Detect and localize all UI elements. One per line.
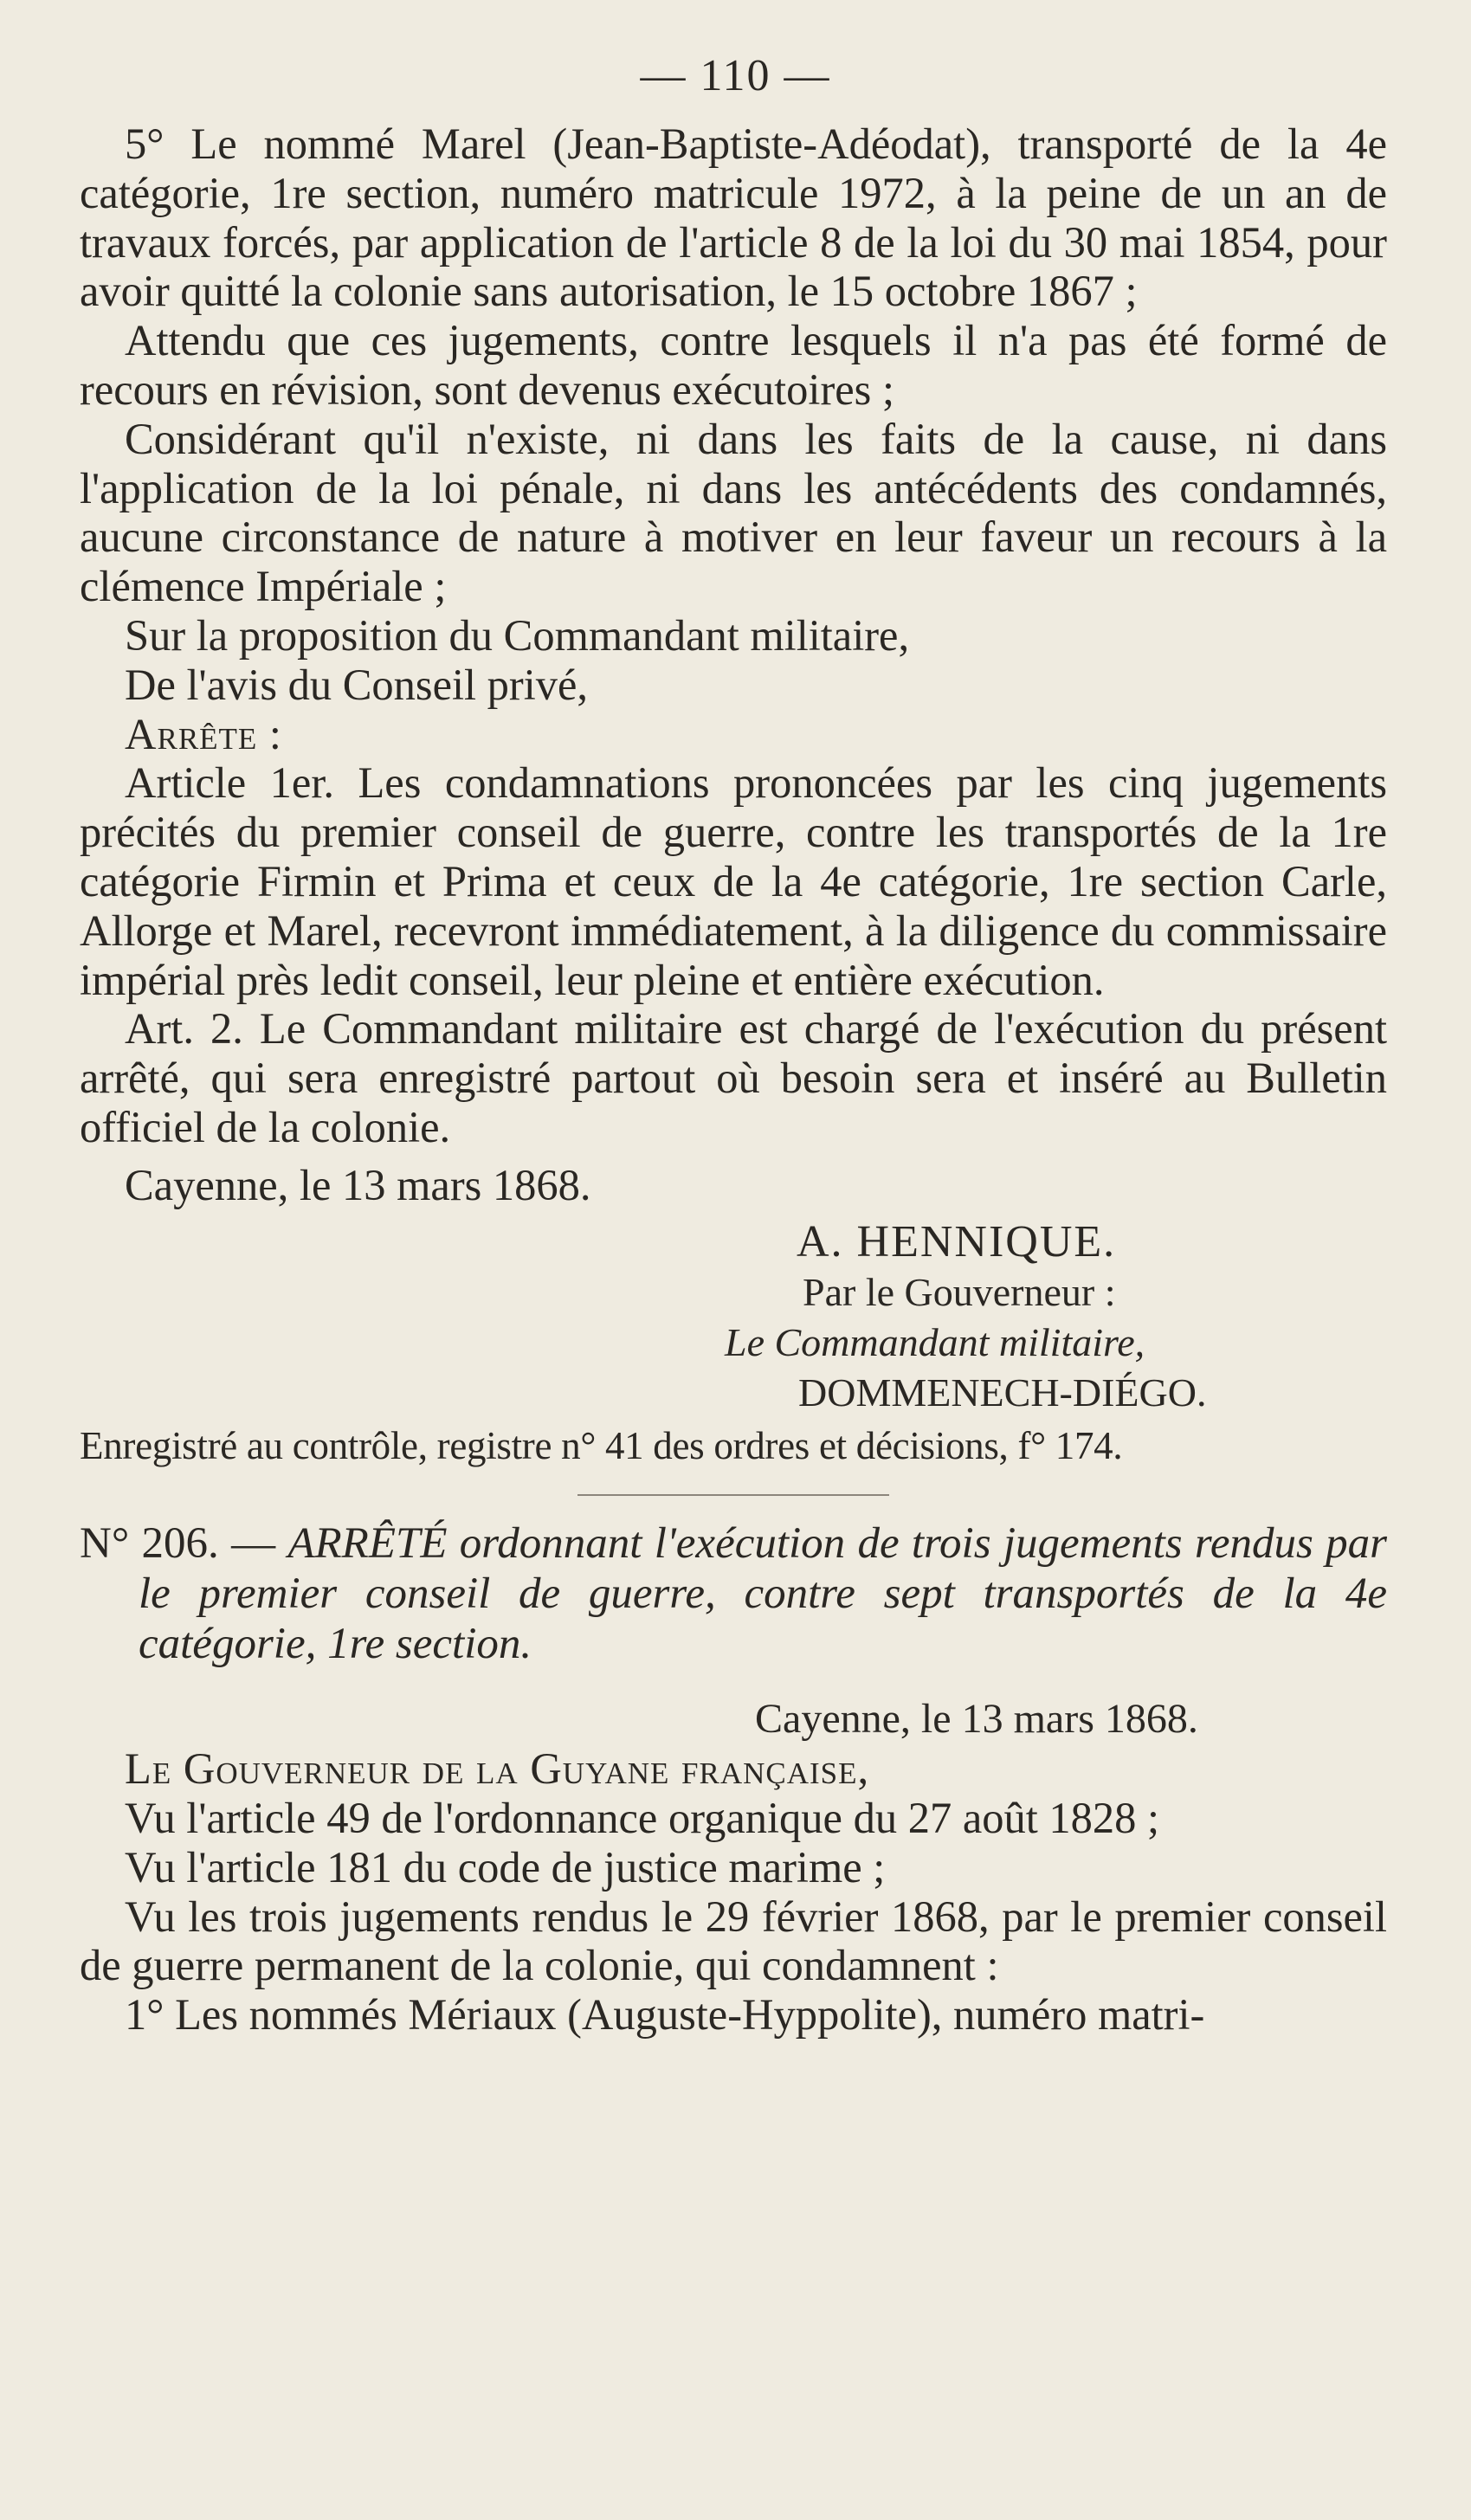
paragraph-considerant: Considérant qu'il n'existe, ni dans les faits de la cause, ni dans l'application de la loi pénale, ni dans les antécédents des condamnés, aucune circonstance de nature à motiver en leur faveur un recours à la clémence Impériale ; — [80, 414, 1387, 611]
paragraph-avis: De l'avis du Conseil privé, — [125, 660, 589, 709]
paragraph-attendu: Attendu que ces jugements, contre lesquels il n'a pas été formé de recours en révision, sont devenus exécutoires ; — [80, 316, 1387, 414]
decree-title: ARRÊTÉ ordonnant l'exécution de trois jugements rendus par le premier conseil de guerre, contre sept transportés de la 4e catégorie, 1re section. — [139, 1519, 1387, 1669]
paragraph-article-2: Art. 2. Le Commandant militaire est chargé de l'exécution du présent arrêté, qui sera enregistré partout où besoin sera et inséré au Bulletin officiel de la colonie. — [80, 1004, 1387, 1151]
paragraph-article-1: Article 1er. Les condamnations prononcées par les cinq jugements précités du premier conseil de guerre, contre les transportés de la 1re catégorie Firmin et Prima et ceux de la 4e catégorie, 1re section Carle, Allorge et Marel, recevront immédiatement, à la diligence du commissaire impérial près ledit conseil, leur pleine et entière exécution. — [80, 758, 1387, 1004]
paragraph-vu-181: Vu l'article 181 du code de justice marime ; — [125, 1842, 886, 1892]
paragraph-proposition: Sur la proposition du Commandant militaire, — [125, 610, 910, 660]
paragraph-item-1: 1° Les nommés Mériaux (Auguste-Hyppolite), numéro matri- — [125, 1990, 1205, 2040]
signature-block — [80, 1217, 1387, 1418]
decree-number: N° 206. — — [80, 1519, 276, 1569]
registration-line: Enregistré au contrôle, registre n° 41 des ordres et décisions, f° 174. — [80, 1423, 1123, 1467]
paragraph-gouverneur: Le Gouverneur de la Guyane française, — [125, 1744, 870, 1794]
page-number: — 110 — — [640, 51, 831, 100]
decree-heading — [80, 1518, 1387, 1669]
signature-role: Le Commandant militaire, — [725, 1319, 1145, 1364]
signature-signer: DOMMENECH-DIÉGO. — [798, 1370, 1207, 1415]
section-divider — [577, 1494, 889, 1496]
paragraph-vu-jugements: Vu les trois jugements rendus le 29 février 1868, par le premier conseil de guerre permanent de la colonie, qui condamnent : — [80, 1892, 1387, 1990]
date-line: Cayenne, le 13 mars 1868. — [125, 1160, 591, 1209]
signature-by: Par le Gouverneur : — [803, 1269, 1116, 1314]
paragraph-vu-49: Vu l'article 49 de l'ordonnance organique du 27 août 1828 ; — [125, 1793, 1160, 1842]
document-body — [80, 119, 1387, 2040]
signature-name: A. HENNIQUE. — [797, 1216, 1117, 1266]
paragraph-arrete: Arrête : — [125, 709, 282, 758]
paragraph-item-5: 5° Le nommé Marel (Jean-Baptiste-Adéodat), transporté de la 4e catégorie, 1re section, numéro matricule 1972, à la peine de un an de travaux forcés, par application de l'article 8 de la loi du 30 mai 1854, pour avoir quitté la colonie sans autorisation, le 15 octobre 1867 ; — [80, 119, 1387, 316]
decree-date: Cayenne, le 13 mars 1868. — [755, 1696, 1198, 1743]
